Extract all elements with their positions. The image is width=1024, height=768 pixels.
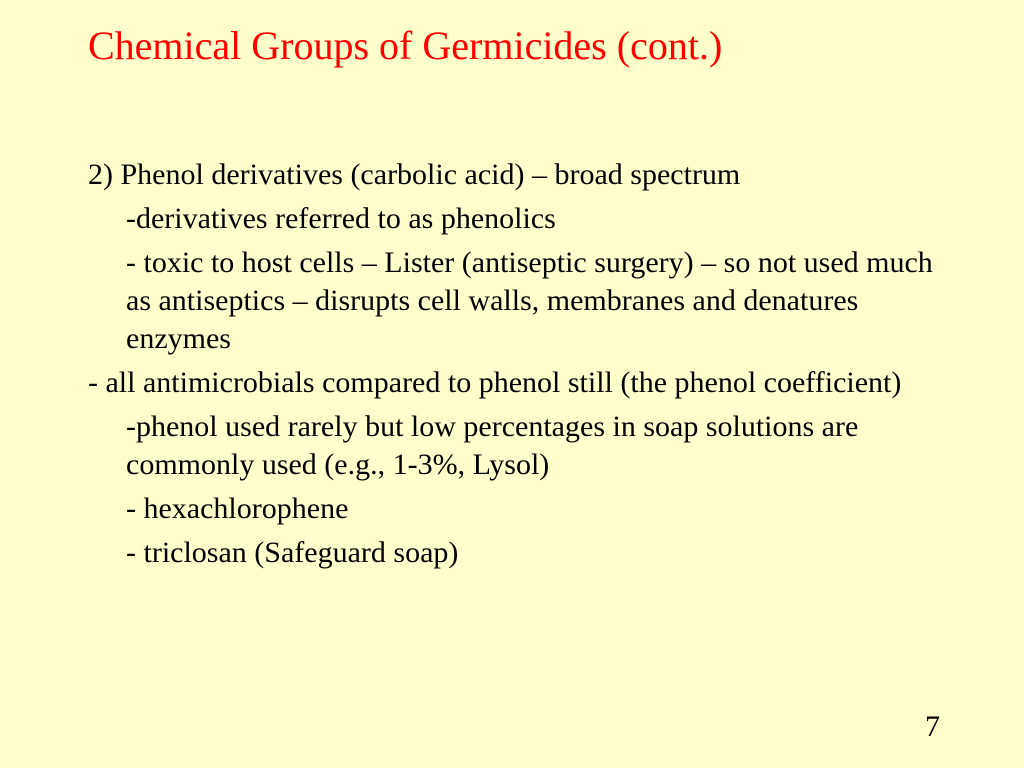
paragraph-hexachlorophene: - hexachlorophene	[126, 492, 349, 525]
paragraph-phenol-derivatives: 2) Phenol derivatives (carbolic acid) – broad spectrum	[88, 158, 741, 191]
slide-title: Chemical Groups of Germicides (cont.)	[88, 23, 723, 68]
paragraph-soap-solutions: -phenol used rarely but low percentages in soap solutions are commonly used (e.g., 1-3%, Lysol)	[126, 410, 859, 481]
paragraph-phenol-coefficient: - all antimicrobials compared to phenol still (the phenol coefficient)	[88, 366, 902, 399]
slide-body	[88, 156, 948, 572]
paragraph-phenolics: -derivatives referred to as phenolics	[126, 202, 556, 235]
paragraph-triclosan: - triclosan (Safeguard soap)	[126, 536, 459, 569]
paragraph-toxic-to-host-cells: - toxic to host cells – Lister (antiseptic surgery) – so not used much as antiseptics – disrupts cell walls, membranes and denatures enzymes	[126, 246, 933, 355]
page-number: 7	[925, 710, 940, 743]
